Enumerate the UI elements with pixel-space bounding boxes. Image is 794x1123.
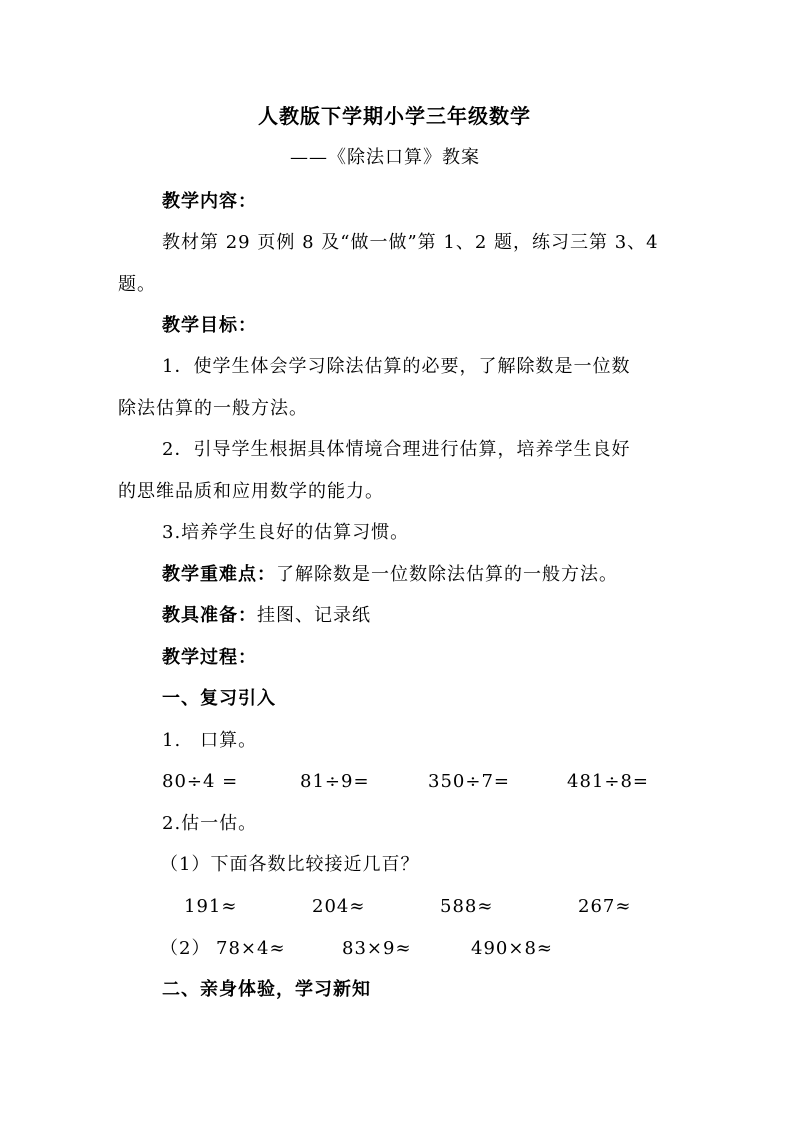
key-points-text: 了解除数是一位数除法估算的一般方法。	[276, 564, 618, 585]
key-points	[162, 563, 618, 587]
item-1: 1. 口算。	[162, 730, 258, 751]
tools	[162, 604, 371, 628]
product-item: 78×4≈	[216, 938, 286, 959]
approx-item: 204≈	[312, 896, 366, 917]
content-line-1: 教材第 29 页例 8 及“做一做”第 1、2 题，练习三第 3、4	[162, 232, 659, 253]
sub-question-2-label: （2）	[160, 938, 211, 959]
product-item: 83×9≈	[342, 938, 412, 959]
goals-heading: 教学目标：	[162, 315, 257, 336]
section-1-heading: 一、复习引入	[162, 688, 276, 709]
approx-item: 267≈	[578, 896, 632, 917]
content-heading: 教学内容：	[162, 191, 257, 212]
process-heading: 教学过程：	[162, 647, 257, 668]
goal-3: 3.培养学生良好的估算习惯。	[162, 522, 410, 543]
section-2-heading: 二、亲身体验，学习新知	[162, 979, 371, 1000]
key-points-label: 教学重难点：	[162, 564, 276, 585]
item-2: 2.估一估。	[162, 813, 258, 834]
document-subtitle: ——《除法口算》教案	[290, 147, 480, 168]
tools-label: 教具准备：	[162, 605, 257, 626]
sub-question-1: （1）下面各数比较接近几百？	[160, 854, 420, 875]
calc-row	[0, 770, 794, 794]
calc-item: 80÷4 =	[162, 771, 239, 792]
approx-row	[0, 895, 794, 919]
goal-2-line-2: 的思维品质和应用数学的能力。	[118, 481, 384, 502]
goal-2-line-1: 2．引导学生根据具体情境合理进行估算，培养学生良好	[162, 439, 631, 460]
document-title: 人教版下学期小学三年级数学	[258, 104, 531, 128]
approx-item: 191≈	[184, 896, 238, 917]
calc-item: 81÷9=	[300, 771, 370, 792]
tools-text: 挂图、记录纸	[257, 605, 371, 626]
content-line-2: 题。	[118, 274, 156, 295]
goal-1-line-2: 除法估算的一般方法。	[118, 398, 308, 419]
products-row	[0, 937, 794, 961]
calc-item: 350÷7=	[428, 771, 510, 792]
calc-item: 481÷8=	[567, 771, 649, 792]
product-item: 490×8≈	[471, 938, 553, 959]
approx-item: 588≈	[440, 896, 494, 917]
goal-1-line-1: 1．使学生体会学习除法估算的必要，了解除数是一位数	[162, 356, 631, 377]
